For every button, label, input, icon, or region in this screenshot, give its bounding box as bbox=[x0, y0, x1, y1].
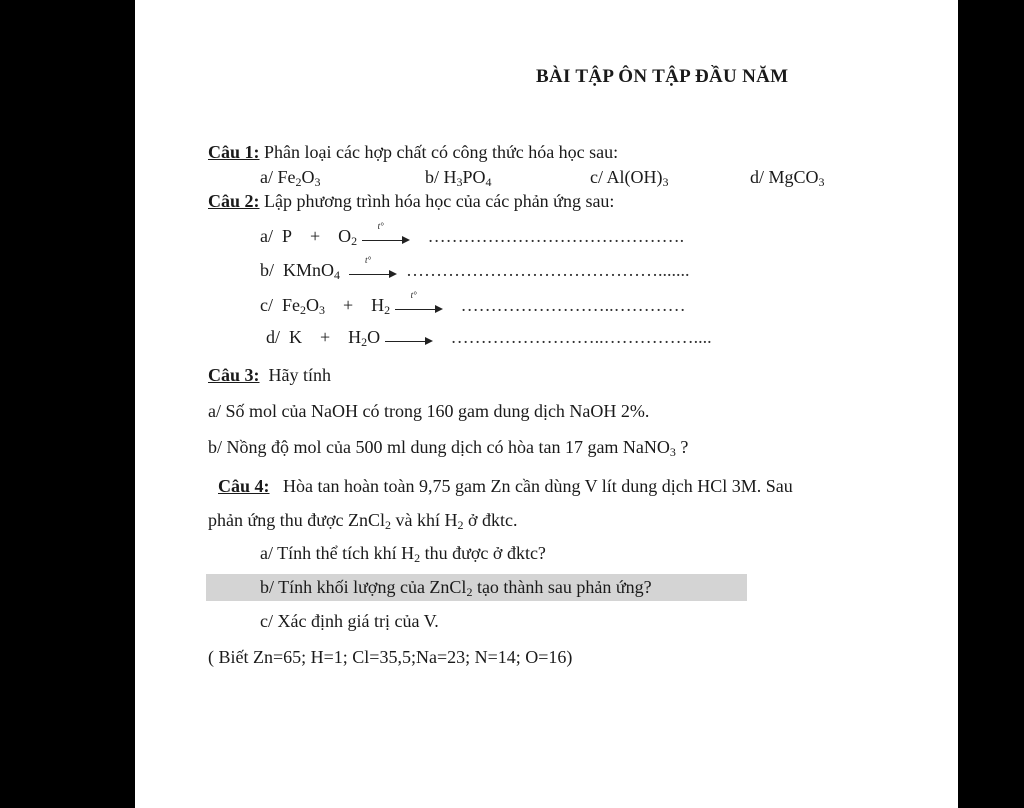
q4-part-b: b/ Tính khối lượng của ZnCl$_2$ tạo thành sau phản ứng? bbox=[260, 577, 652, 599]
equation-d: d/ K + $H_2O$ ……………………..…………….... bbox=[266, 327, 712, 349]
q3-part-a: a/ Số mol của NaOH có trong 160 gam dung dịch NaOH 2%. bbox=[208, 401, 650, 421]
question-3-label: Câu 3: bbox=[208, 365, 260, 385]
question-1-line bbox=[208, 141, 618, 163]
question-4-line-2: phản ứng thu được ZnCl$_2$ và khí $H_2$ ở đktc. bbox=[208, 510, 518, 532]
question-4-label: Câu 4: bbox=[218, 476, 270, 496]
question-3-line bbox=[208, 364, 331, 386]
question-2-text: Lập phương trình hóa học của các phản ứng sau: bbox=[264, 191, 615, 211]
q1-item-c: c/ $Al(OH)_3$ bbox=[590, 167, 669, 189]
question-4-line bbox=[218, 475, 793, 497]
equation-b: b/ KMnO$_4$ t° ……………………………………....... bbox=[260, 254, 690, 282]
document-title: BÀI TẬP ÔN TẬP ĐẦU NĂM bbox=[536, 66, 789, 87]
q1-item-b: b/ $H_3PO_4$ bbox=[425, 167, 492, 189]
document-page bbox=[135, 0, 958, 808]
q1-item-d: d/ MgCO$_3$ bbox=[750, 167, 825, 189]
reaction-arrow-icon bbox=[385, 332, 433, 346]
question-3-text: Hãy tính bbox=[268, 365, 332, 385]
question-2-label: Câu 2: bbox=[208, 191, 260, 211]
reaction-arrow-icon: t° bbox=[395, 300, 443, 314]
q1-item-a: a/ $Fe_2O_3$ bbox=[260, 167, 321, 189]
question-4-text: Hòa tan hoàn toàn 9,75 gam Zn cần dùng V lít dung dịch HCl 3M. Sau bbox=[283, 476, 793, 496]
reaction-arrow-icon: t° bbox=[362, 231, 410, 245]
reaction-arrow-icon: t° bbox=[349, 265, 397, 279]
q4-part-a: a/ Tính thể tích khí $H_2$ thu được ở đktc? bbox=[260, 543, 546, 565]
given-data-note: ( Biết Zn=65; H=1; Cl=35,5;Na=23; N=14; O=16) bbox=[208, 647, 573, 667]
equation-a: a/ P + $O_2$ t° ……………………………………. bbox=[260, 220, 685, 248]
question-1-text: Phân loại các hợp chất có công thức hóa học sau: bbox=[264, 142, 619, 162]
q4-part-c: c/ Xác định giá trị của V. bbox=[260, 611, 439, 631]
q3-part-b: b/ Nồng độ mol của 500 ml dung dịch có hòa tan 17 gam NaNO$_3$ ? bbox=[208, 437, 689, 459]
equation-c: c/ $Fe_2O_3$ + $H_2$ t° ……………………..………… bbox=[260, 289, 686, 317]
question-1-label: Câu 1: bbox=[208, 142, 260, 162]
question-2-line bbox=[208, 190, 614, 212]
